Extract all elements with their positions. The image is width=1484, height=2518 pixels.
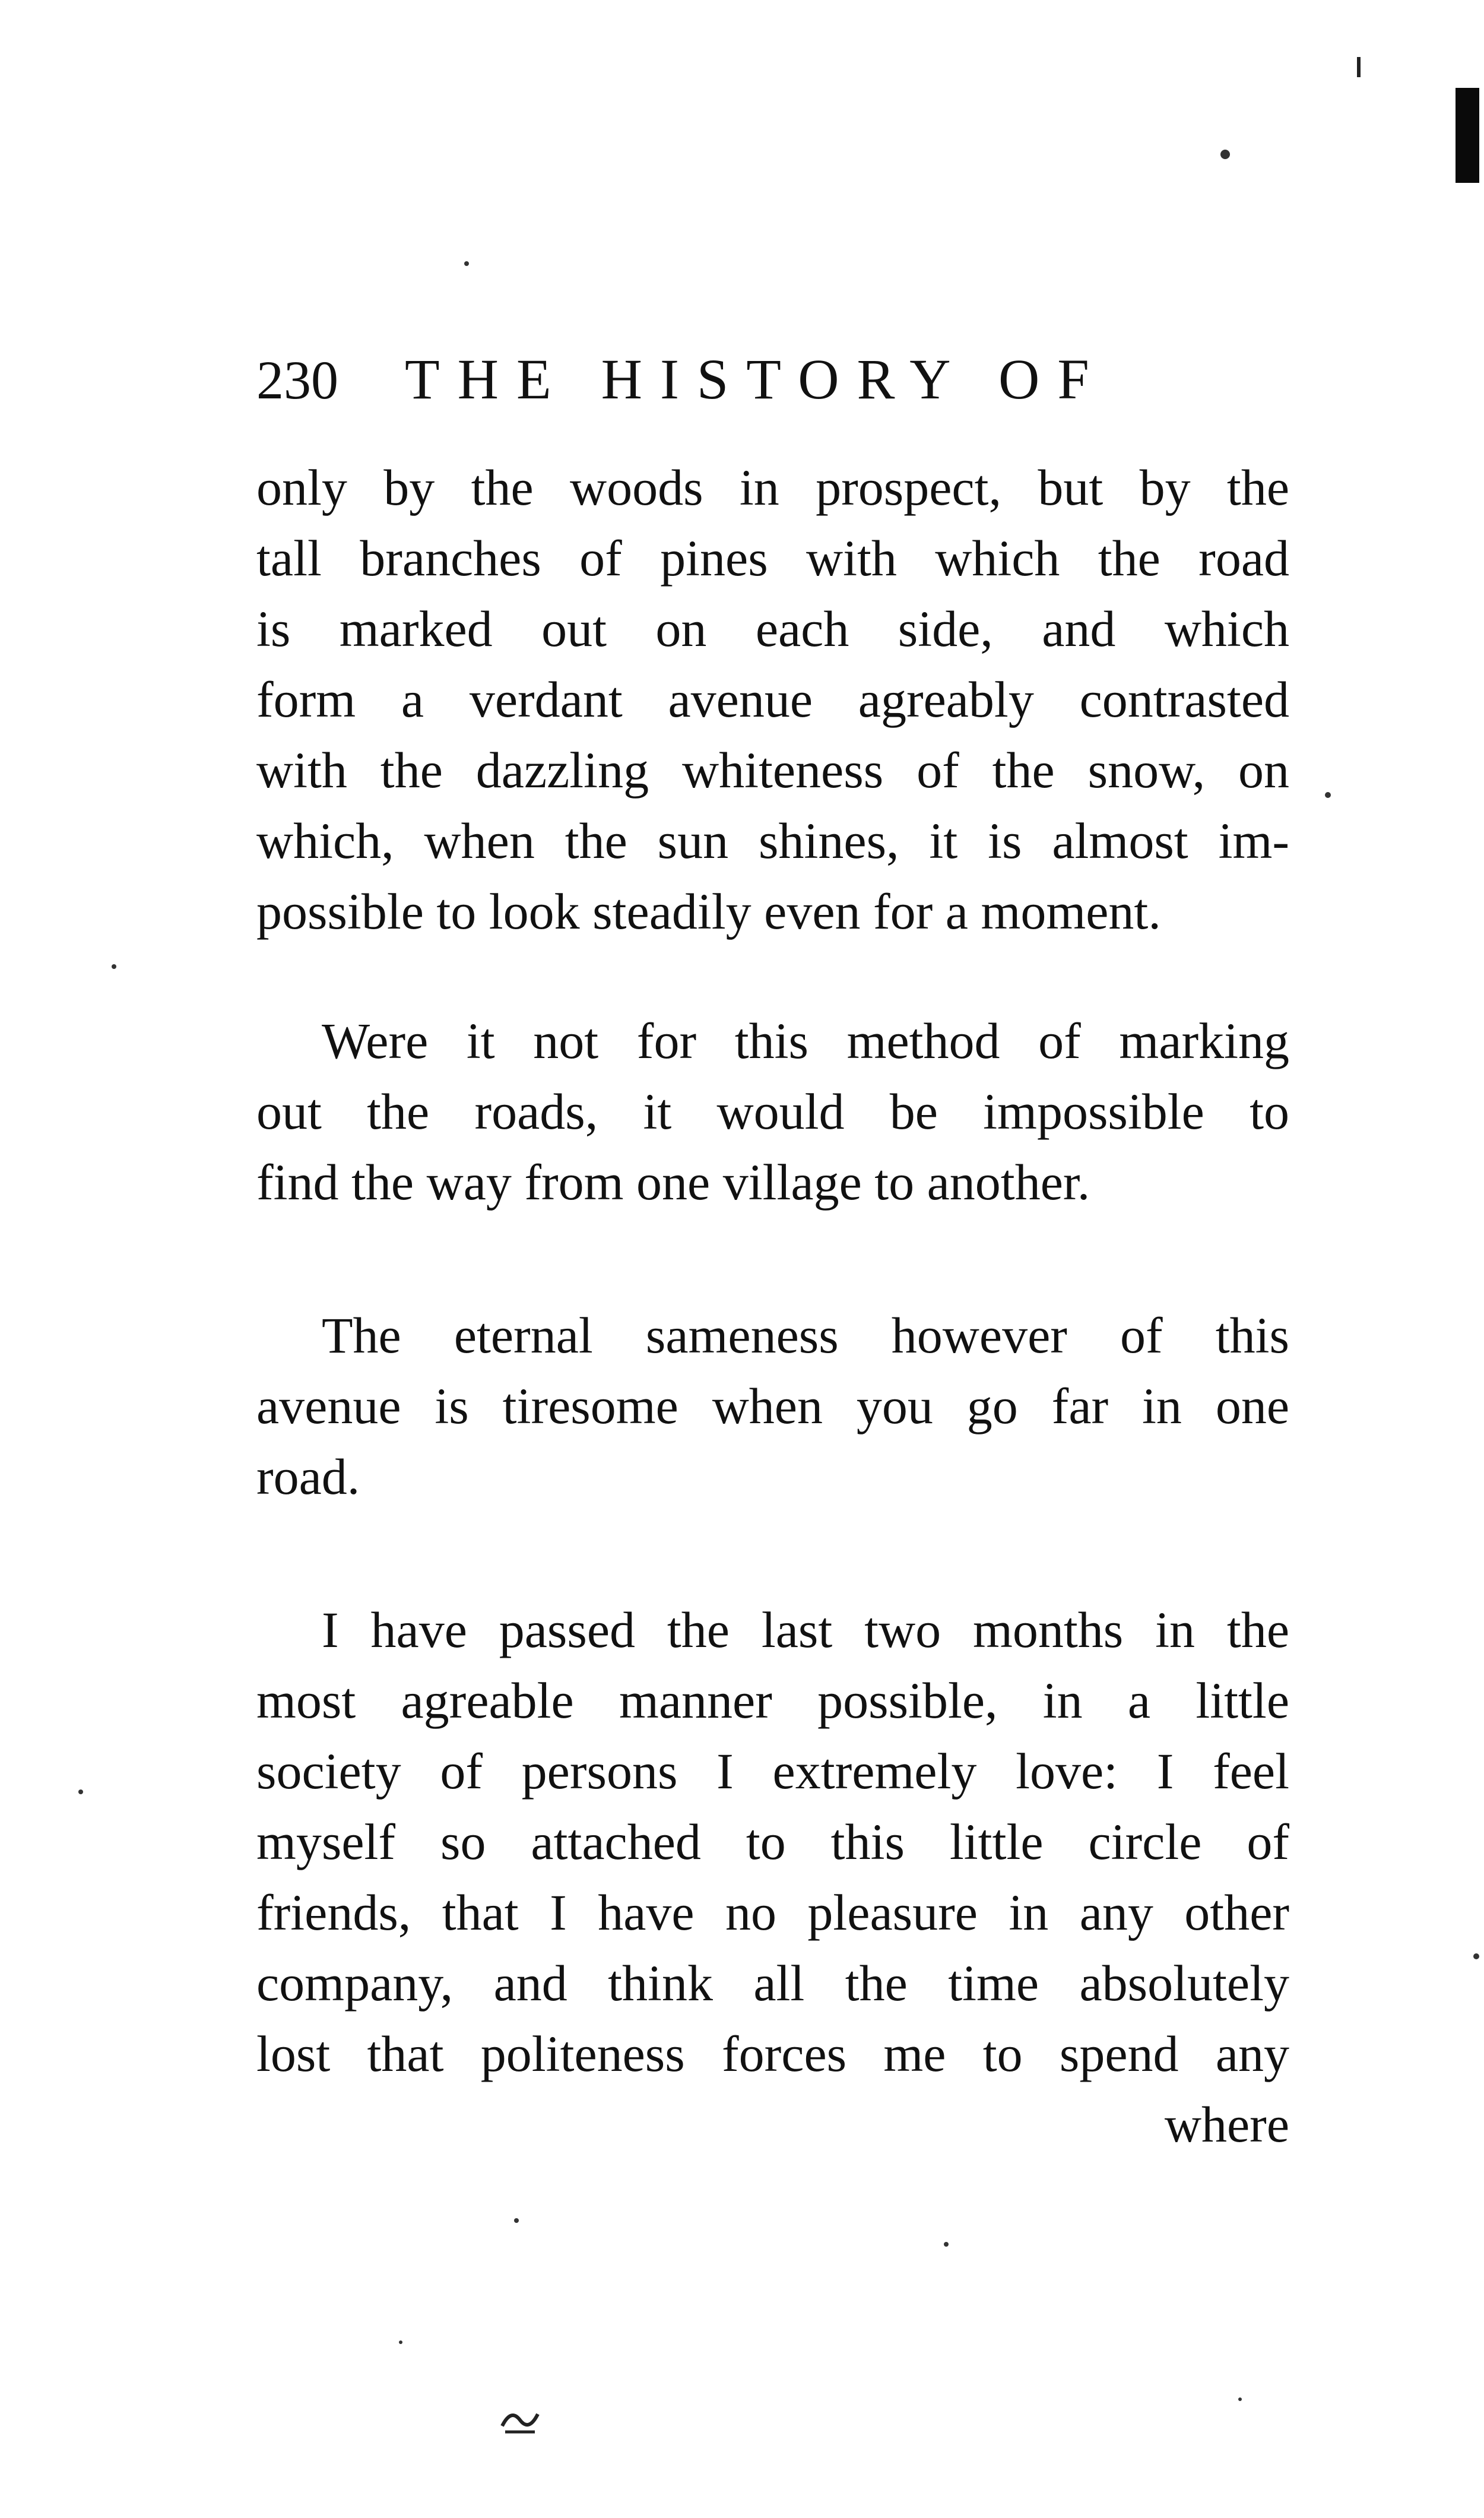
scan-speck: [1238, 2397, 1242, 2401]
text-line: with the dazzling whiteness of the snow, on: [256, 742, 1289, 799]
text-line: find the way from one village to another.: [256, 1154, 1090, 1211]
text-line: form a verdant avenue agreably contrasted: [256, 671, 1289, 728]
page-header: [256, 343, 1289, 414]
running-title: THE HISTORY OF: [405, 347, 1107, 411]
scan-speck: [464, 261, 469, 266]
scan-speck: [78, 1789, 83, 1794]
text-line: Were it not for this method of marking: [322, 1012, 1289, 1069]
text-line: possible to look steadily even for a moment.: [256, 883, 1161, 940]
scan-speck: [1473, 1953, 1479, 1959]
text-line: avenue is tiresome when you go far in one: [256, 1377, 1289, 1434]
text-line: road.: [256, 1448, 360, 1505]
page-number: 230: [256, 350, 338, 410]
paragraph-4: [256, 1595, 1289, 2089]
scan-speck: [944, 2242, 949, 2247]
paragraph-1: [256, 452, 1289, 947]
text-line: The eternal sameness however of this: [322, 1307, 1289, 1364]
text-line: society of persons I extremely love: I feel: [256, 1743, 1289, 1800]
printers-ornament-icon: [496, 2402, 544, 2438]
catchword-line: [256, 2089, 1289, 2160]
text-line: which, when the sun shines, it is almost im-: [256, 812, 1289, 869]
text-line: is marked out on each side, and which: [256, 600, 1289, 657]
text-line: tall branches of pines with which the road: [256, 530, 1289, 587]
catchword: where: [1164, 2096, 1289, 2153]
paragraph-3: [256, 1300, 1289, 1512]
scan-speck: [399, 2340, 402, 2344]
scan-speck: [112, 964, 116, 969]
text-line: most agreable manner possible, in a little: [256, 1672, 1289, 1729]
paragraph-2: [256, 1006, 1289, 1218]
text-line: only by the woods in prospect, but by the: [256, 459, 1289, 516]
scan-speck: [1325, 792, 1331, 798]
scan-edge-bar: [1456, 88, 1479, 183]
scan-speck: [514, 2218, 519, 2223]
scan-edge-mark: [1357, 57, 1361, 77]
text-line: friends, that I have no pleasure in any other: [256, 1884, 1289, 1941]
text-line: out the roads, it would be impossible to: [256, 1083, 1289, 1140]
text-line: myself so attached to this little circle of: [256, 1813, 1289, 1870]
text-line: company, and think all the time absolutely: [256, 1955, 1289, 2012]
text-line: I have passed the last two months in the: [322, 1601, 1289, 1658]
text-line: lost that politeness forces me to spend any: [256, 2025, 1289, 2082]
scan-speck: [1220, 150, 1230, 159]
